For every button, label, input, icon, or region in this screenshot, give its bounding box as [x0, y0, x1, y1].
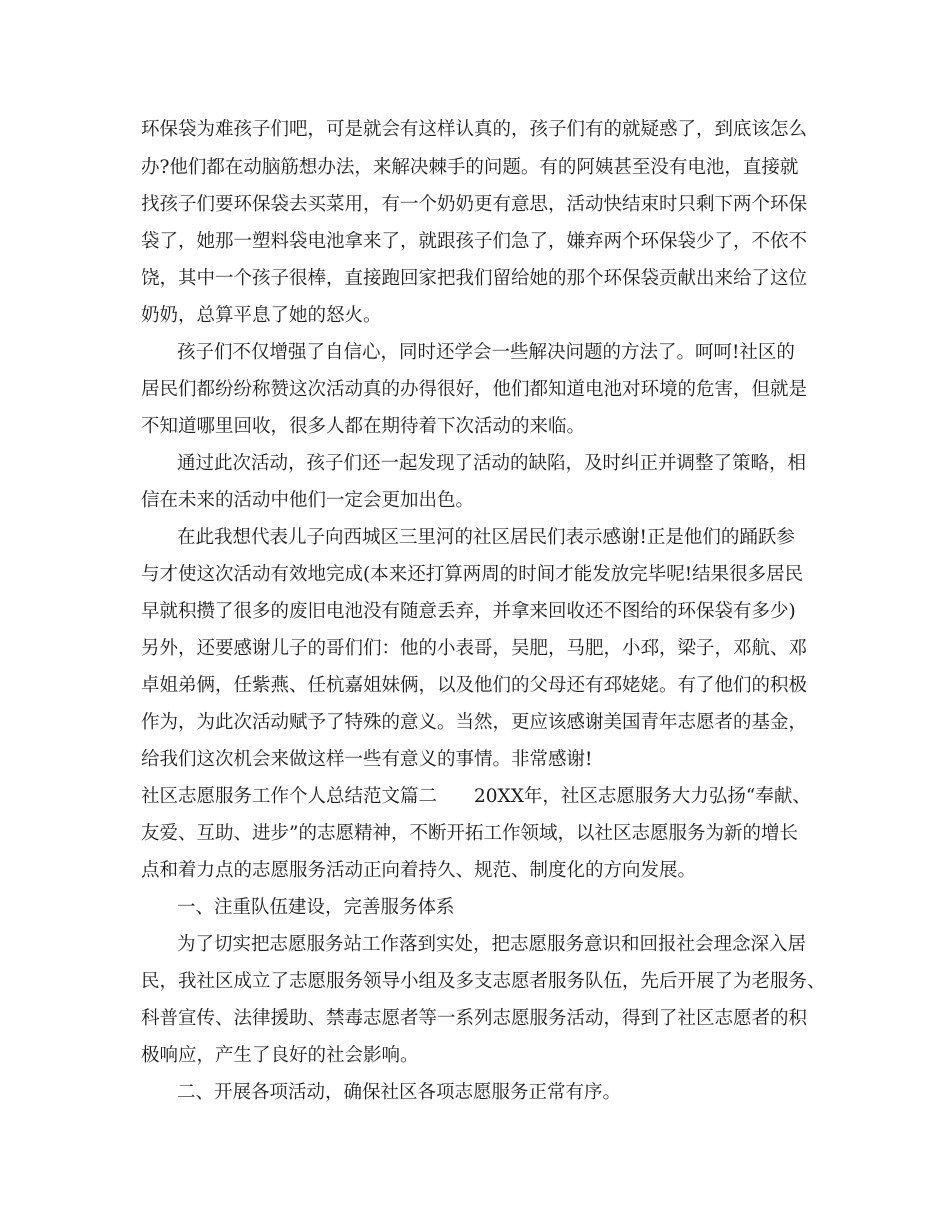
paragraph-line: 袋了，她那一塑料袋电池拿来了，就跟孩子们急了，嫌弃两个环保袋少了，不依不: [141, 231, 808, 252]
paragraph-line: 找孩子们要环保袋去买菜用，有一个奶奶更有意思，活动快结束时只剩下两个环保: [141, 194, 808, 215]
paragraph-line: 作为，为此次活动赋予了特殊的意义。当然，更应该感谢美国青年志愿者的基金，: [141, 712, 808, 733]
paragraph-line: 不知道哪里回收，很多人都在期待着下次活动的来临。: [141, 416, 586, 437]
subheading-line: 二、开展各项活动，确保社区各项志愿服务正常有序。: [177, 1082, 622, 1103]
paragraph-line: 奶奶，总算平息了她的怒火。: [141, 305, 382, 326]
section-heading-line: 社区志愿服务工作个人总结范文篇二 20XX年，社区志愿服务大力弘扬“奉献、: [141, 786, 811, 807]
paragraph-line: 信在未来的活动中他们一定会更加出色。: [141, 490, 475, 511]
paragraph-line: 通过此次活动，孩子们还一起发现了活动的缺陷，及时纠正并调整了策略，相: [177, 453, 807, 474]
paragraph-line: 为了切实把志愿服务站工作落到实处，把志愿服务意识和回报社会理念深入居: [177, 934, 807, 955]
paragraph-line: 友爱、互助、进步”的志愿精神，不断开拓工作领域，以社区志愿服务为新的增长: [141, 823, 798, 844]
paragraph-line: 民，我社区成立了志愿服务领导小组及多支志愿者服务队伍，先后开展了为老服务、: [141, 971, 826, 992]
paragraph-line: 与才使这次活动有效地完成(本来还打算两周的时间才能发放完毕呢!结果很多居民: [141, 564, 804, 585]
paragraph-line: 卓姐弟俩，任紫燕、任杭嘉姐妹俩，以及他们的父母还有邳姥姥。有了他们的积极: [141, 675, 808, 696]
paragraph-line: 在此我想代表儿子向西城区三里河的社区居民们表示感谢!正是他们的踊跃参: [177, 527, 795, 548]
paragraph-line: 极响应，产生了良好的社会影响。: [141, 1045, 419, 1066]
paragraph-line: 环保袋为难孩子们吧，可是就会有这样认真的，孩子们有的就疑惑了，到底该怎么: [141, 119, 808, 140]
paragraph-line: 孩子们不仅增强了自信心，同时还学会一些解决问题的方法了。呵呵!社区的: [177, 342, 795, 363]
paragraph-line: 科普宣传、法律援助、禁毒志愿者等一系列志愿服务活动，得到了社区志愿者的积: [141, 1008, 808, 1029]
paragraph-line: 点和着力点的志愿服务活动正向着持久、规范、制度化的方向发展。: [141, 860, 697, 881]
paragraph-line: 另外，还要感谢儿子的哥们们：他的小表哥，吴肥，马肥，小邳，梁子，邓航、邓: [141, 638, 808, 659]
paragraph-line: 早就积攒了很多的废旧电池没有随意丢弃，并拿来回收还不图给的环保袋有多少): [141, 601, 796, 622]
paragraph-line: 居民们都纷纷称赞这次活动真的办得很好，他们都知道电池对环境的危害，但就是: [141, 379, 808, 400]
paragraph-line: 办?他们都在动脑筋想办法，来解决棘手的问题。有的阿姨甚至没有电池，直接就: [141, 157, 799, 178]
subheading-line: 一、注重队伍建设，完善服务体系: [177, 897, 455, 918]
paragraph-line: 饶，其中一个孩子很棒，直接跑回家把我们留给她的那个环保袋贡献出来给了这位: [141, 268, 808, 289]
paragraph-line: 给我们这次机会来做这样一些有意义的事情。非常感谢!: [141, 749, 593, 770]
